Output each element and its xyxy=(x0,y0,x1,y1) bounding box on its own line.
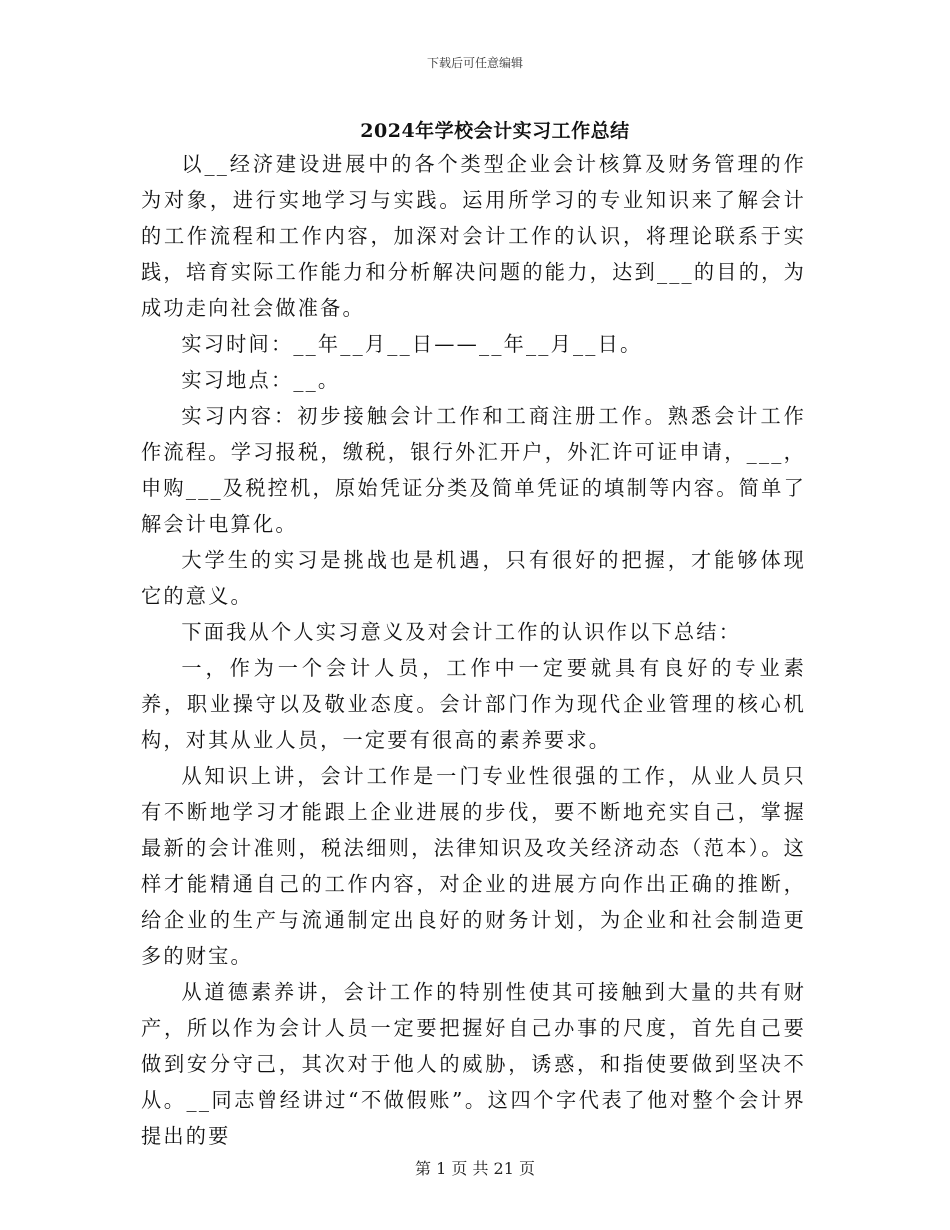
page-header-note: 下载后可任意编辑 xyxy=(426,56,523,70)
paragraph-challenge: 大学生的实习是挑战也是机遇，只有很好的把握，才能够体现它的意义。 xyxy=(141,548,806,608)
document-title: 2024年学校会计实习工作总结 xyxy=(360,120,630,142)
paragraph-ethics: 从道德素养讲，会计工作的特别性使其可接触到大量的共有财产，所以作为会计人员一定要把握好自己办事的尺度，首先自己要做到安分守己，其次对于他人的威胁，诱惑，和指使要做到坚决不从。__同志曾经讲过“不做假账”。这四个字代表了他对整个会计界提出的要 xyxy=(141,980,806,1148)
page-number-footer: 第 1 页 共 21 页 xyxy=(415,1159,535,1178)
document-body xyxy=(141,146,806,1154)
paragraph-knowledge: 从知识上讲，会计工作是一门专业性很强的工作，从业人员只有不断地学习才能跟上企业进展的步伐，要不断地充实自己，掌握最新的会计准则，税法细则，法律知识及攻关经济动态（范本）。这样才能精通自己的工作内容，对企业的进展方向作出正确的推断，给企业的生产与流通制定出良好的财务计划，为企业和社会制造更多的财宝。 xyxy=(141,764,806,968)
paragraph-internship-time: 实习时间：__年__月__日——__年__月__日。 xyxy=(181,332,643,356)
paragraph-internship-content: 实习内容：初步接触会计工作和工商注册工作。熟悉会计工作作流程。学习报税，缴税，银行外汇开户，外汇许可证申请，___，申购___及税控机，原始凭证分类及简单凭证的填制等内容。简单了解会计电算化。 xyxy=(141,404,806,536)
paragraph-summary-intro: 下面我从个人实习意义及对会计工作的认识作以下总结： xyxy=(181,620,742,644)
paragraph-point-one: 一，作为一个会计人员，工作中一定要就具有良好的专业素养，职业操守以及敬业态度。会计部门作为现代企业管理的核心机构，对其从业人员，一定要有很高的素养要求。 xyxy=(141,656,806,752)
paragraph-purpose: 以__经济建设进展中的各个类型企业会计核算及财务管理的作为对象，进行实地学习与实践。运用所学习的专业知识来了解会计的工作流程和工作内容，加深对会计工作的认识，将理论联系于实践，培育实际工作能力和分析解决问题的能力，达到___的目的，为成功走向社会做准备。 xyxy=(141,152,806,320)
paragraph-internship-location: 实习地点：__。 xyxy=(181,368,341,392)
